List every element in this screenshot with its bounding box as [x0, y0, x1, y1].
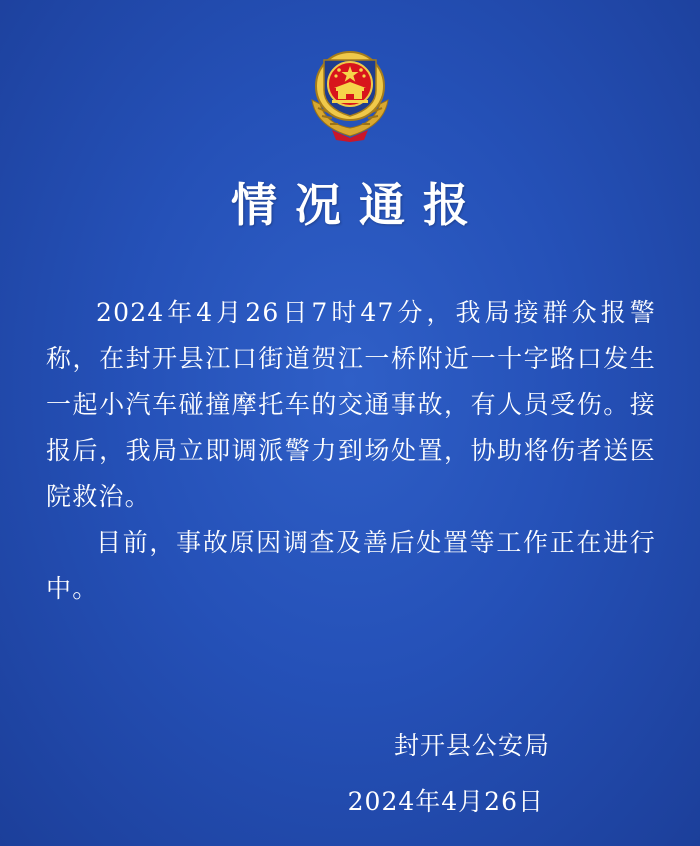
paragraph-status: 目前，事故原因调查及善后处置等工作正在进行中。 [46, 528, 656, 603]
paragraph-incident: 2024年4月26日7时47分，我局接群众报警称，在封开县江口街道贺江一桥附近一十字路口发生一起小汽车碰撞摩托车的交通事故，有人员受伤。接报后，我局立即调派警力到场处置，协助将伤者送医院救治。 [46, 298, 656, 511]
issuer-name: 封开县公安局 [393, 731, 550, 760]
notice-body [46, 290, 656, 612]
page-title: 情况通报 [231, 178, 487, 232]
police-emblem-icon [302, 46, 398, 142]
issue-date: 2024年4月26日 [347, 787, 544, 816]
